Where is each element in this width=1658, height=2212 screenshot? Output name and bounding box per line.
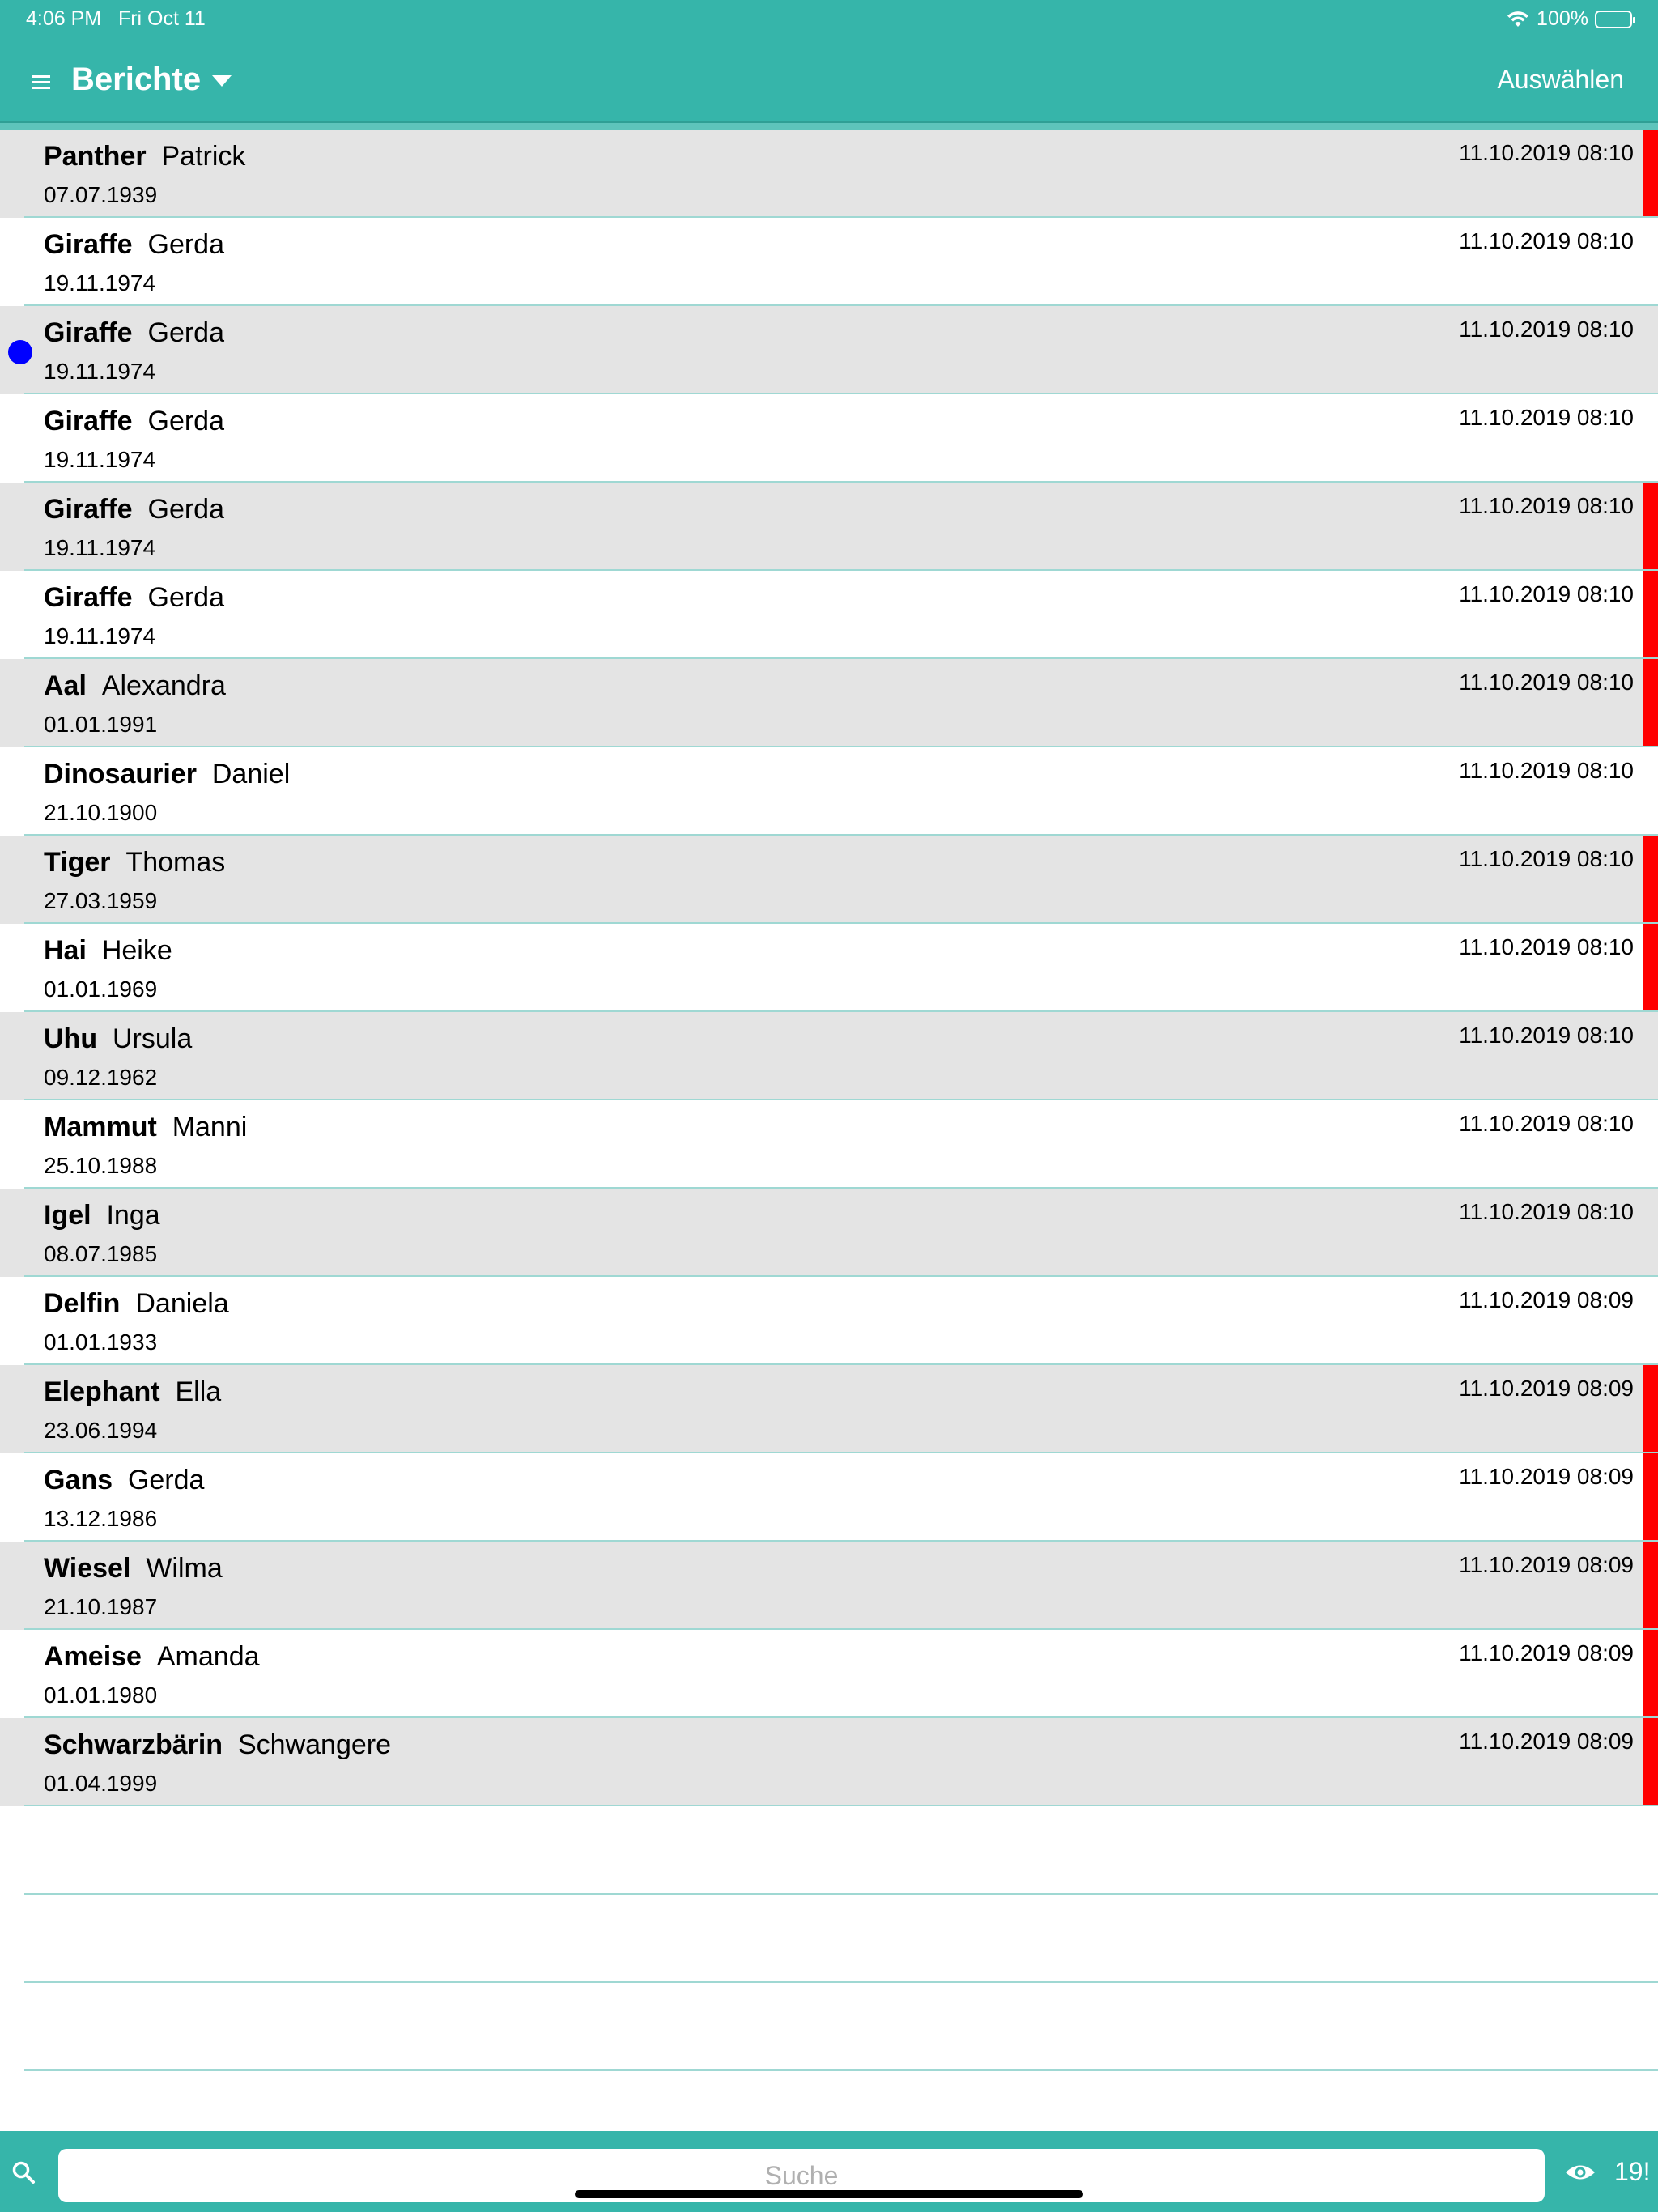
list-item[interactable] [0, 836, 1658, 924]
patient-name [44, 1375, 221, 1409]
result-count: 19! [1614, 2157, 1651, 2186]
report-timestamp: 11.10.2019 08:09 [1459, 1464, 1634, 1489]
last-name: Giraffe [44, 494, 133, 525]
status-flag [1643, 571, 1658, 657]
list-item[interactable] [0, 1277, 1658, 1365]
status-bar [0, 0, 1658, 40]
status-flag [1643, 1365, 1658, 1452]
report-timestamp: 11.10.2019 08:10 [1459, 140, 1634, 165]
list-item[interactable] [0, 1365, 1658, 1453]
first-name: Gerda [147, 494, 224, 525]
birth-date: 19.11.1974 [44, 359, 156, 384]
list-item[interactable] [0, 218, 1658, 306]
first-name: Amanda [156, 1641, 260, 1672]
empty-row [0, 1895, 1658, 1983]
first-name: Thomas [125, 847, 226, 878]
first-name: Manni [172, 1112, 248, 1142]
report-timestamp: 11.10.2019 08:09 [1459, 1287, 1634, 1312]
report-timestamp: 11.10.2019 08:09 [1459, 1376, 1634, 1401]
status-date: Fri Oct 11 [117, 7, 206, 30]
last-name: Hai [44, 935, 87, 966]
report-timestamp: 11.10.2019 08:09 [1459, 1729, 1634, 1754]
patient-name [44, 669, 226, 703]
patient-name [44, 316, 224, 350]
birth-date: 08.07.1985 [44, 1241, 158, 1266]
home-indicator [575, 2190, 1083, 2198]
first-name: Gerda [147, 317, 224, 348]
list-item[interactable] [0, 1100, 1658, 1189]
patient-name [44, 1022, 192, 1056]
search-icon[interactable] [11, 2160, 36, 2184]
status-flag [1643, 1453, 1658, 1540]
nav-divider [0, 121, 1658, 130]
battery-percent: 100% [1537, 7, 1588, 30]
status-flag [1643, 836, 1658, 922]
status-flag [1643, 924, 1658, 1010]
report-timestamp: 11.10.2019 08:10 [1459, 405, 1634, 430]
page-title-dropdown[interactable] [71, 58, 232, 100]
birth-date: 01.01.1980 [44, 1682, 158, 1708]
last-name: Aal [44, 670, 87, 701]
patient-name [44, 581, 224, 615]
last-name: Giraffe [44, 229, 133, 260]
page-title: Berichte [71, 62, 202, 97]
last-name: Gans [44, 1465, 113, 1495]
first-name: Heike [101, 935, 172, 966]
first-name: Patrick [161, 141, 246, 172]
report-timestamp: 11.10.2019 08:09 [1459, 1640, 1634, 1665]
report-timestamp: 11.10.2019 08:10 [1459, 581, 1634, 606]
list-item[interactable] [0, 924, 1658, 1012]
status-right [1506, 7, 1632, 31]
list-item[interactable] [0, 1012, 1658, 1100]
unread-dot-icon [8, 340, 32, 364]
birth-date: 01.04.1999 [44, 1771, 158, 1796]
birth-date: 19.11.1974 [44, 535, 156, 560]
patient-name [44, 1110, 247, 1144]
hamburger-icon[interactable] [32, 65, 50, 97]
last-name: Uhu [44, 1023, 98, 1054]
report-timestamp: 11.10.2019 08:10 [1459, 493, 1634, 518]
first-name: Alexandra [101, 670, 226, 701]
patient-name [44, 228, 224, 262]
last-name: Giraffe [44, 317, 133, 348]
list-item[interactable] [0, 747, 1658, 836]
battery-icon [1595, 11, 1632, 28]
list-item[interactable] [0, 130, 1658, 218]
list-item[interactable] [0, 1453, 1658, 1542]
first-name: Wilma [146, 1553, 223, 1584]
report-timestamp: 11.10.2019 08:10 [1459, 1023, 1634, 1048]
empty-row [0, 1983, 1658, 2071]
report-timestamp: 11.10.2019 08:10 [1459, 670, 1634, 695]
report-timestamp: 11.10.2019 08:10 [1459, 846, 1634, 871]
report-timestamp: 11.10.2019 08:10 [1459, 317, 1634, 342]
patient-name [44, 1198, 160, 1232]
birth-date: 13.12.1986 [44, 1506, 158, 1531]
patient-name [44, 1287, 229, 1321]
report-timestamp: 11.10.2019 08:09 [1459, 1552, 1634, 1577]
select-button[interactable]: Auswählen [1497, 65, 1624, 94]
patient-name [44, 404, 224, 438]
report-list [0, 130, 1658, 2159]
first-name: Schwangere [237, 1729, 391, 1760]
last-name: Wiesel [44, 1553, 131, 1584]
list-item[interactable] [0, 1542, 1658, 1630]
report-timestamp: 11.10.2019 08:10 [1459, 1199, 1634, 1224]
birth-date: 09.12.1962 [44, 1065, 158, 1090]
birth-date: 23.06.1994 [44, 1418, 158, 1443]
last-name: Dinosaurier [44, 759, 197, 789]
birth-date: 01.01.1969 [44, 976, 158, 1002]
status-flag [1643, 483, 1658, 569]
last-name: Igel [44, 1200, 91, 1231]
report-timestamp: 11.10.2019 08:10 [1459, 228, 1634, 253]
first-name: Ella [175, 1376, 222, 1407]
last-name: Elephant [44, 1376, 160, 1407]
patient-name [44, 139, 245, 173]
birth-date: 27.03.1959 [44, 888, 158, 913]
patient-name [44, 757, 290, 791]
report-timestamp: 11.10.2019 08:10 [1459, 758, 1634, 783]
status-time [26, 7, 206, 31]
list-item[interactable] [0, 1718, 1658, 1806]
patient-name [44, 1551, 223, 1585]
birth-date: 19.11.1974 [44, 270, 156, 296]
last-name: Ameise [44, 1641, 142, 1672]
birth-date: 07.07.1939 [44, 182, 158, 207]
status-flag [1643, 130, 1658, 216]
report-timestamp: 11.10.2019 08:10 [1459, 934, 1634, 959]
status-flag [1643, 659, 1658, 746]
first-name: Ursula [113, 1023, 193, 1054]
last-name: Panther [44, 141, 147, 172]
patient-name [44, 492, 224, 526]
first-name: Gerda [147, 406, 224, 436]
last-name: Giraffe [44, 582, 133, 613]
first-name: Inga [106, 1200, 160, 1231]
list-item[interactable] [0, 394, 1658, 483]
first-name: Daniel [211, 759, 291, 789]
empty-row [0, 1806, 1658, 1895]
list-item[interactable] [0, 1189, 1658, 1277]
status-flag [1643, 1542, 1658, 1628]
birth-date: 19.11.1974 [44, 623, 156, 649]
birth-date: 21.10.1987 [44, 1594, 158, 1619]
birth-date: 19.11.1974 [44, 447, 156, 472]
last-name: Schwarzbärin [44, 1729, 223, 1760]
wifi-icon [1506, 11, 1530, 28]
list-item[interactable] [0, 1630, 1658, 1718]
last-name: Delfin [44, 1288, 121, 1319]
status-flag [1643, 1630, 1658, 1716]
first-name: Daniela [135, 1288, 229, 1319]
patient-name [44, 845, 225, 879]
birth-date: 01.01.1933 [44, 1329, 158, 1355]
list-item[interactable] [0, 483, 1658, 571]
last-name: Tiger [44, 847, 111, 878]
first-name: Gerda [127, 1465, 205, 1495]
patient-name [44, 1463, 204, 1497]
first-name: Gerda [147, 582, 224, 613]
patient-name [44, 934, 172, 968]
list-item[interactable] [0, 306, 1658, 394]
birth-date: 25.10.1988 [44, 1153, 158, 1178]
status-time-text: 4:06 PM [26, 7, 102, 30]
bottom-toolbar [0, 2131, 1658, 2212]
birth-date: 21.10.1900 [44, 800, 158, 825]
report-timestamp: 11.10.2019 08:10 [1459, 1111, 1634, 1136]
list-item[interactable] [0, 659, 1658, 747]
patient-name [44, 1728, 391, 1762]
list-item[interactable] [0, 571, 1658, 659]
last-name: Giraffe [44, 406, 133, 436]
birth-date: 01.01.1991 [44, 712, 158, 737]
first-name: Gerda [147, 229, 224, 260]
navigation-bar [0, 40, 1658, 121]
caret-down-icon [212, 75, 232, 87]
patient-name [44, 1640, 260, 1674]
eye-icon[interactable] [1564, 2162, 1596, 2183]
status-flag [1643, 1718, 1658, 1805]
last-name: Mammut [44, 1112, 157, 1142]
